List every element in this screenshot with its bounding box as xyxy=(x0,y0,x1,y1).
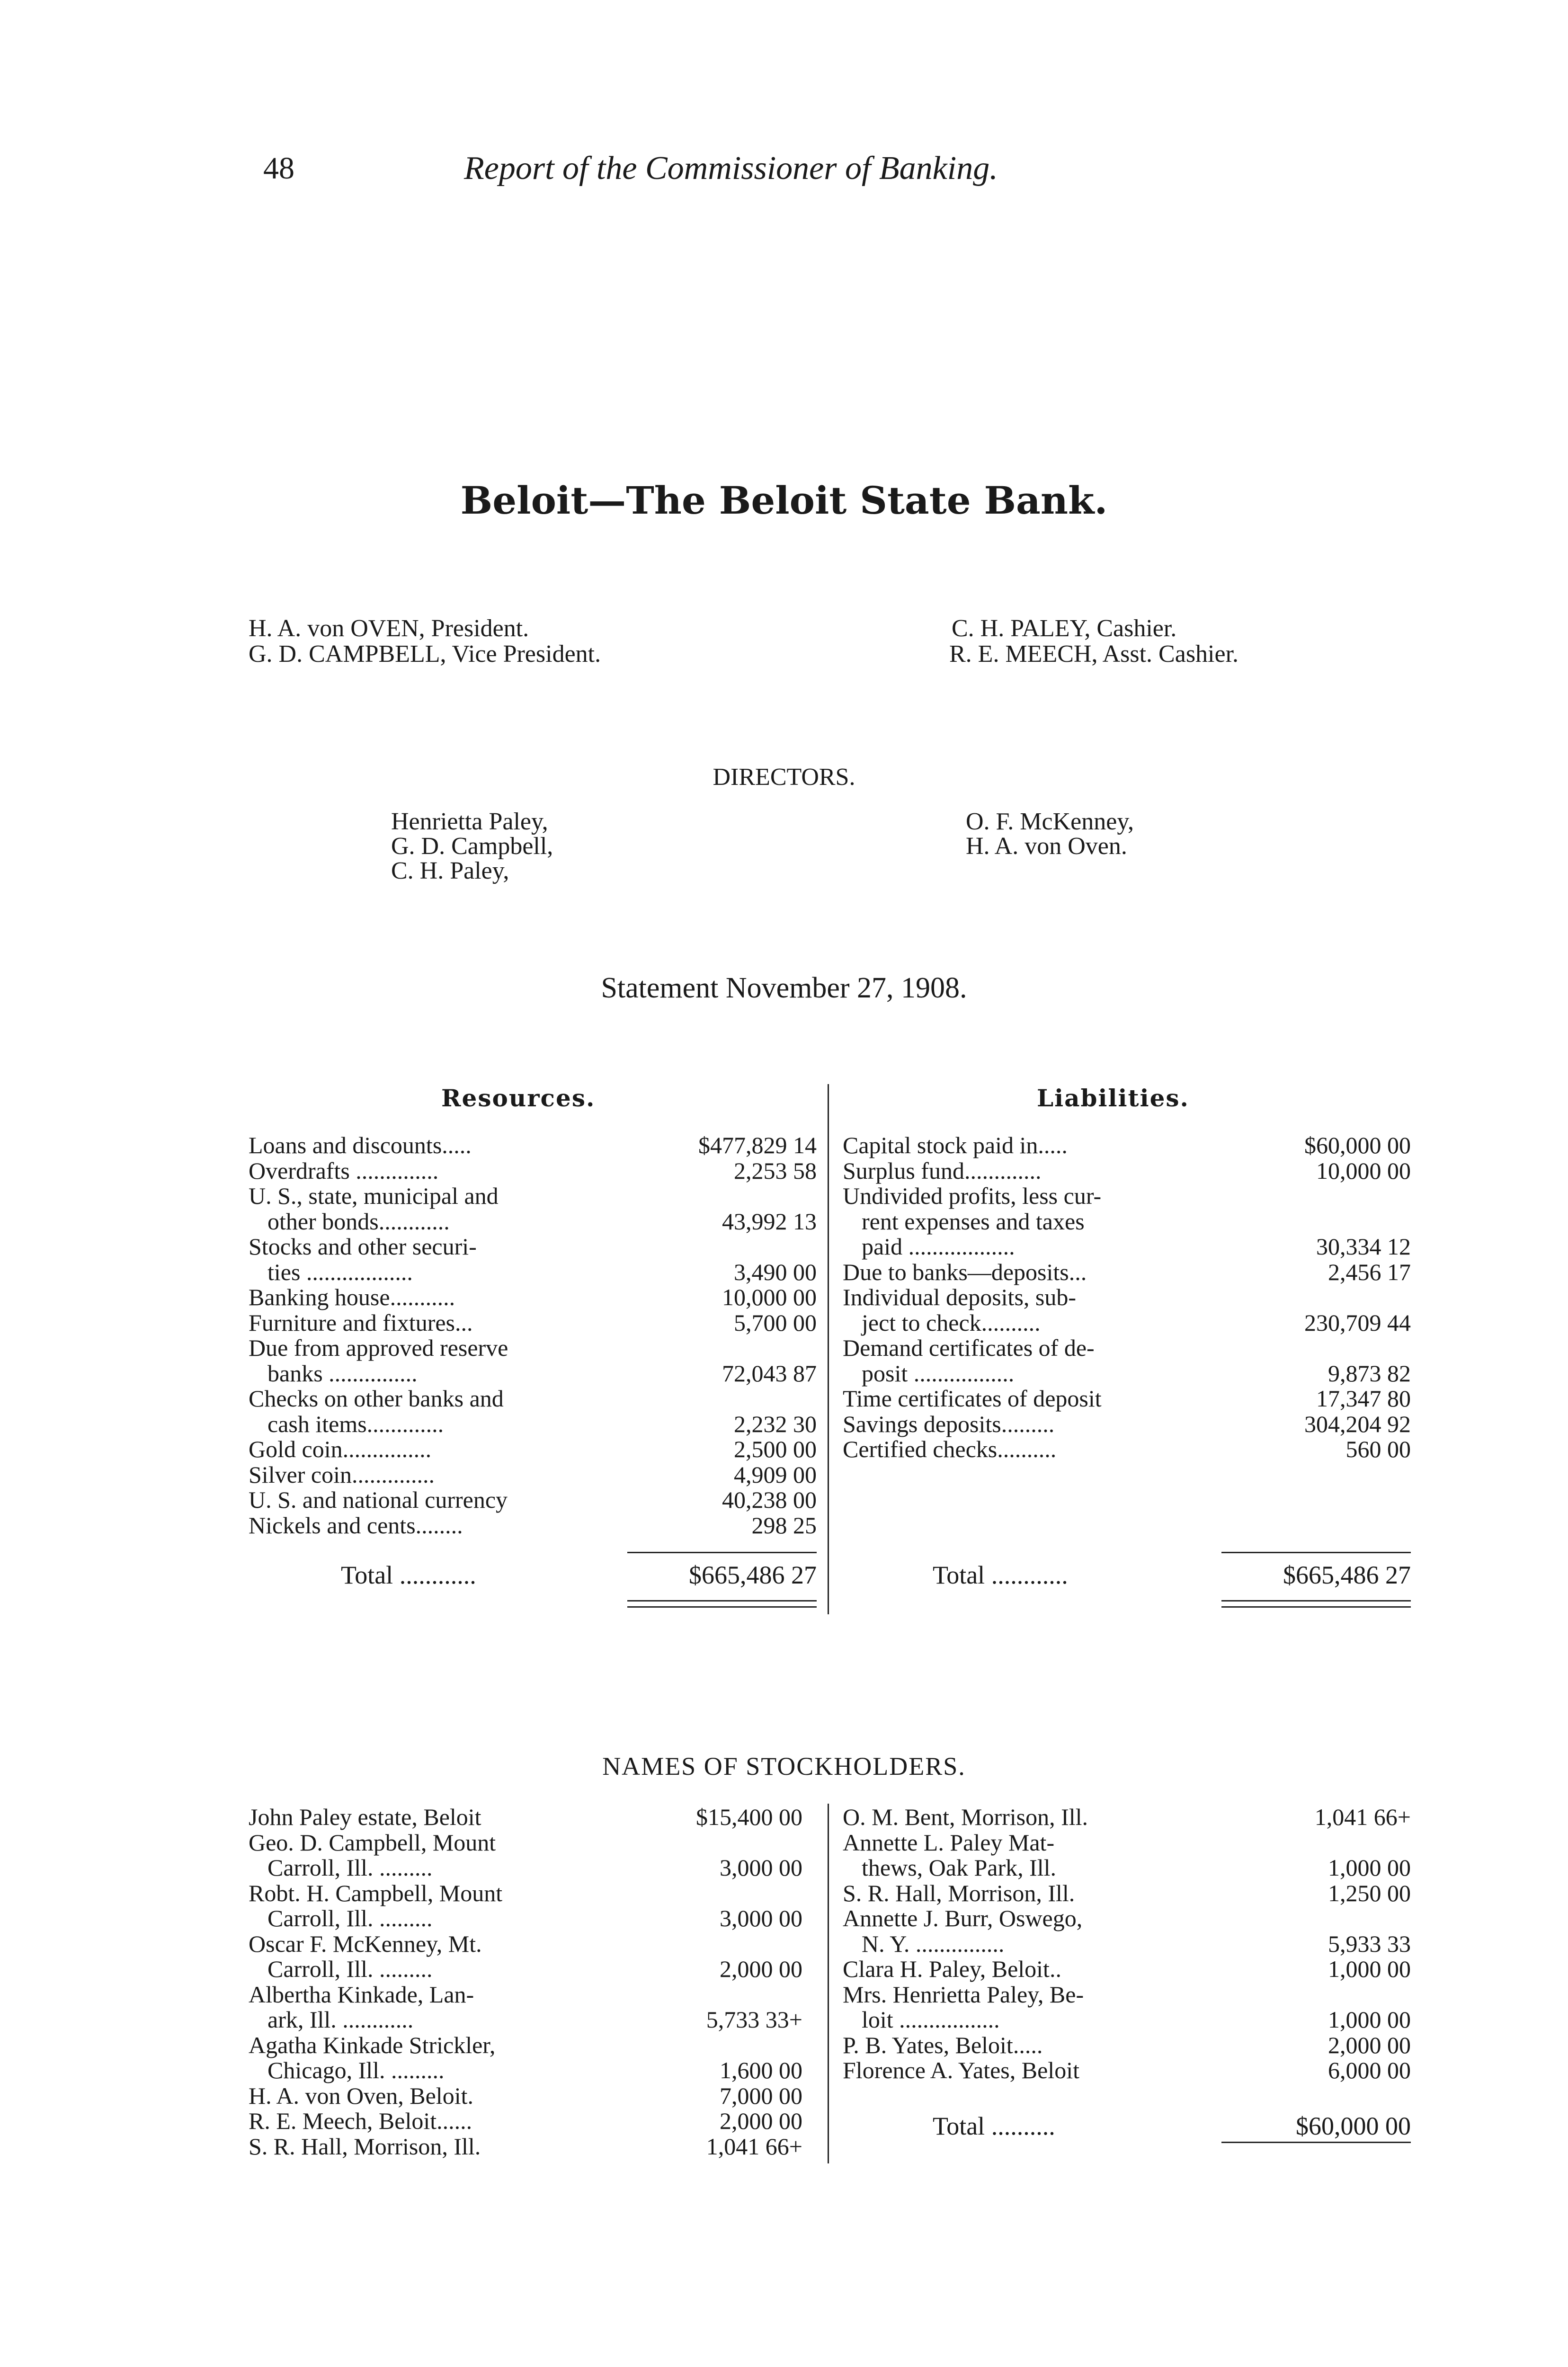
ledger-row xyxy=(843,1285,1411,1310)
row-amount: 1,000 00 xyxy=(1328,1956,1411,1982)
ledger-row xyxy=(843,1133,1411,1158)
column-divider xyxy=(828,1084,829,1614)
row-amount: 6,000 00 xyxy=(1328,2057,1411,2083)
resources-table xyxy=(249,1133,817,1538)
resources-heading: Resources. xyxy=(441,1084,596,1112)
row-amount: 1,000 00 xyxy=(1328,1854,1411,1881)
ledger-row xyxy=(249,1881,802,1906)
ledger-row xyxy=(249,1335,817,1361)
ledger-row xyxy=(249,2058,802,2083)
ledger-row xyxy=(843,1184,1411,1209)
row-label: Oscar F. McKenney, Mt. xyxy=(249,1930,482,1957)
row-label: O. M. Bent, Morrison, Ill. xyxy=(843,1804,1088,1830)
ledger-row xyxy=(249,1830,802,1856)
ledger-row xyxy=(843,2033,1411,2058)
ledger-row xyxy=(843,1335,1411,1361)
row-label: banks ............... xyxy=(267,1360,418,1387)
stockholders-left-list xyxy=(249,1805,802,2159)
row-label: ject to check.......... xyxy=(862,1309,1041,1336)
ledger-row xyxy=(249,1158,817,1184)
row-label: S. R. Hall, Morrison, Ill. xyxy=(249,2133,481,2160)
row-label: paid .................. xyxy=(862,1233,1015,1260)
row-amount: 1,600 00 xyxy=(720,2057,802,2083)
double-rule xyxy=(627,1600,817,1608)
ledger-row xyxy=(843,1881,1411,1906)
row-label: H. A. von Oven, Beloit. xyxy=(249,2082,473,2109)
ledger-row xyxy=(249,1361,817,1387)
row-label: Carroll, Ill. ......... xyxy=(267,1854,433,1881)
ledger-row xyxy=(843,1906,1411,1931)
officer-asst-cashier: R. E. MEECH, Asst. Cashier. xyxy=(949,641,1239,667)
total-underline xyxy=(1221,2142,1411,2143)
ledger-row xyxy=(249,1234,817,1260)
running-title: Report of the Commissioner of Banking. xyxy=(464,150,998,187)
row-amount: 560 00 xyxy=(1345,1436,1411,1462)
ledger-row xyxy=(843,1957,1411,1982)
row-amount: 3,000 00 xyxy=(720,1854,802,1881)
director-name: C. H. Paley, xyxy=(391,857,509,884)
liabilities-heading: Liabilities. xyxy=(1037,1084,1189,1112)
row-label: U. S. and national currency xyxy=(249,1486,508,1513)
row-amount: 5,700 00 xyxy=(734,1309,817,1336)
row-label: Surplus fund............. xyxy=(843,1157,1042,1184)
officer-president: H. A. von OVEN, President. xyxy=(249,615,529,642)
row-label: Robt. H. Campbell, Mount xyxy=(249,1879,503,1906)
row-label: loit ................. xyxy=(862,2006,1000,2033)
ledger-row xyxy=(249,2134,802,2160)
row-amount: 5,733 33+ xyxy=(706,2006,802,2033)
row-amount: 1,250 00 xyxy=(1328,1879,1411,1906)
row-label: Geo. D. Campbell, Mount xyxy=(249,1829,496,1856)
ledger-row xyxy=(249,1906,802,1931)
row-amount: 9,873 82 xyxy=(1328,1360,1411,1387)
statement-title: Statement November 27, 1908. xyxy=(601,972,967,1004)
row-label: Mrs. Henrietta Paley, Be- xyxy=(843,1981,1084,2008)
row-label: Annette L. Paley Mat- xyxy=(843,1829,1055,1856)
row-label: Demand certificates of de- xyxy=(843,1335,1095,1361)
row-amount: 298 25 xyxy=(751,1512,817,1539)
row-amount: 1,000 00 xyxy=(1328,2006,1411,2033)
column-divider xyxy=(828,1804,829,2163)
director-name: H. A. von Oven. xyxy=(966,833,1127,860)
row-label: posit ................. xyxy=(862,1360,1015,1387)
ledger-row xyxy=(249,1462,817,1488)
row-amount: 4,909 00 xyxy=(734,1461,817,1488)
row-amount: 5,933 33 xyxy=(1328,1930,1411,1957)
row-amount: 17,347 80 xyxy=(1316,1385,1411,1412)
ledger-row xyxy=(249,1412,817,1437)
row-label: R. E. Meech, Beloit...... xyxy=(249,2108,472,2134)
ledger-row xyxy=(249,1437,817,1462)
ledger-row xyxy=(249,1957,802,1982)
liabilities-total-label: Total ............ xyxy=(933,1561,1068,1589)
row-label: Overdrafts .............. xyxy=(249,1157,439,1184)
row-label: S. R. Hall, Morrison, Ill. xyxy=(843,1879,1075,1906)
liabilities-total-amount: $665,486 27 xyxy=(1283,1561,1411,1589)
director-name: G. D. Campbell, xyxy=(391,833,553,860)
ledger-row xyxy=(249,1855,802,1881)
ledger-row xyxy=(843,1805,1411,1830)
row-label: Nickels and cents........ xyxy=(249,1512,463,1539)
page-number: 48 xyxy=(263,151,294,186)
ledger-row xyxy=(843,1361,1411,1387)
row-label: Clara H. Paley, Beloit.. xyxy=(843,1956,1061,1982)
ledger-row xyxy=(249,1513,817,1539)
ledger-row xyxy=(249,1386,817,1412)
ledger-row xyxy=(843,2007,1411,2033)
row-amount: 10,000 00 xyxy=(722,1284,817,1310)
row-label: thews, Oak Park, Ill. xyxy=(862,1854,1057,1881)
row-label: Loans and discounts..... xyxy=(249,1132,472,1158)
row-label: Annette J. Burr, Oswego, xyxy=(843,1905,1083,1931)
ledger-row xyxy=(843,1209,1411,1235)
row-amount: 72,043 87 xyxy=(722,1360,817,1387)
stockholders-heading: NAMES OF STOCKHOLDERS. xyxy=(602,1752,966,1780)
ledger-row xyxy=(249,2033,802,2058)
row-amount: 3,000 00 xyxy=(720,1905,802,1931)
row-label: Agatha Kinkade Strickler, xyxy=(249,2031,496,2058)
row-amount: 304,204 92 xyxy=(1304,1410,1411,1437)
row-amount: $477,829 14 xyxy=(698,1132,817,1158)
ledger-row xyxy=(249,1982,802,2008)
row-label: U. S., state, municipal and xyxy=(249,1183,499,1209)
row-label: Certified checks.......... xyxy=(843,1436,1057,1462)
row-amount: 230,709 44 xyxy=(1304,1309,1411,1336)
row-amount: 2,000 00 xyxy=(1328,2031,1411,2058)
row-amount: 40,238 00 xyxy=(722,1486,817,1513)
row-label: Carroll, Ill. ......... xyxy=(267,1905,433,1931)
ledger-row xyxy=(249,1805,802,1830)
row-label: Gold coin............... xyxy=(249,1436,432,1462)
director-name: O. F. McKenney, xyxy=(966,808,1134,835)
ledger-row xyxy=(843,1437,1411,1462)
row-label: Florence A. Yates, Beloit xyxy=(843,2057,1079,2083)
ledger-row xyxy=(249,1310,817,1336)
resources-total-label: Total ............ xyxy=(341,1561,476,1589)
resources-total-amount: $665,486 27 xyxy=(689,1561,817,1589)
row-label: Due from approved reserve xyxy=(249,1335,508,1361)
row-amount: 43,992 13 xyxy=(722,1208,817,1235)
row-amount: 1,041 66+ xyxy=(1314,1804,1411,1830)
ledger-row xyxy=(843,1982,1411,2008)
row-label: cash items............. xyxy=(267,1410,444,1437)
row-amount: $60,000 00 xyxy=(1304,1132,1411,1158)
row-label: Individual deposits, sub- xyxy=(843,1284,1077,1310)
ledger-row xyxy=(249,1285,817,1310)
row-label: Due to banks—deposits... xyxy=(843,1258,1087,1285)
ledger-row xyxy=(843,1260,1411,1285)
row-label: Stocks and other securi- xyxy=(249,1233,477,1260)
row-amount: 2,456 17 xyxy=(1328,1258,1411,1285)
stockholders-right-list xyxy=(843,1805,1411,2083)
row-label: Banking house........... xyxy=(249,1284,455,1310)
row-amount: 2,000 00 xyxy=(720,1956,802,1982)
row-label: John Paley estate, Beloit xyxy=(249,1804,481,1830)
ledger-row xyxy=(843,1412,1411,1437)
directors-heading: DIRECTORS. xyxy=(713,764,855,791)
ledger-row xyxy=(249,2007,802,2033)
row-amount: 2,500 00 xyxy=(734,1436,817,1462)
row-amount: 2,232 30 xyxy=(734,1410,817,1437)
officer-vice-president: G. D. CAMPBELL, Vice President. xyxy=(249,641,601,667)
row-label: other bonds............ xyxy=(267,1208,450,1235)
row-amount: 7,000 00 xyxy=(720,2082,802,2109)
stockholders-total-amount: $60,000 00 xyxy=(1296,2112,1411,2140)
row-label: Carroll, Ill. ......... xyxy=(267,1956,433,1982)
row-label: Time certificates of deposit xyxy=(843,1385,1102,1412)
ledger-row xyxy=(249,2109,802,2134)
ledger-row xyxy=(249,2083,802,2109)
row-label: Checks on other banks and xyxy=(249,1385,504,1412)
ledger-row xyxy=(249,1209,817,1235)
total-rule xyxy=(1221,1552,1411,1553)
ledger-row xyxy=(843,1158,1411,1184)
row-label: Albertha Kinkade, Lan- xyxy=(249,1981,474,2008)
ledger-row xyxy=(249,1260,817,1285)
row-label: N. Y. ............... xyxy=(862,1930,1005,1957)
liabilities-table xyxy=(843,1133,1411,1462)
total-rule xyxy=(627,1552,817,1553)
bank-title: Beloit—The Beloit State Bank. xyxy=(460,478,1108,523)
ledger-row xyxy=(843,2058,1411,2083)
row-label: Chicago, Ill. ......... xyxy=(267,2057,445,2083)
row-amount: 30,334 12 xyxy=(1316,1233,1411,1260)
row-amount: 3,490 00 xyxy=(734,1258,817,1285)
row-label: Capital stock paid in..... xyxy=(843,1132,1068,1158)
row-label: P. B. Yates, Beloit..... xyxy=(843,2031,1043,2058)
ledger-row xyxy=(843,1830,1411,1856)
row-amount: $15,400 00 xyxy=(696,1804,802,1830)
row-label: ties .................. xyxy=(267,1258,413,1285)
double-rule xyxy=(1221,1600,1411,1608)
ledger-row xyxy=(249,1487,817,1513)
officer-cashier: C. H. PALEY, Cashier. xyxy=(952,615,1177,642)
stockholders-total-label: Total .......... xyxy=(933,2112,1055,2140)
row-label: Silver coin.............. xyxy=(249,1461,435,1488)
row-label: rent expenses and taxes xyxy=(862,1208,1085,1235)
row-amount: 2,000 00 xyxy=(720,2108,802,2134)
row-amount: 10,000 00 xyxy=(1316,1157,1411,1184)
ledger-row xyxy=(249,1931,802,1957)
ledger-row xyxy=(843,1310,1411,1336)
row-label: ark, Ill. ............ xyxy=(267,2006,414,2033)
row-amount: 1,041 66+ xyxy=(706,2133,802,2160)
row-amount: 2,253 58 xyxy=(734,1157,817,1184)
ledger-row xyxy=(249,1184,817,1209)
ledger-row xyxy=(843,1855,1411,1881)
ledger-row xyxy=(843,1931,1411,1957)
row-label: Savings deposits......... xyxy=(843,1410,1055,1437)
ledger-row xyxy=(843,1386,1411,1412)
ledger-row xyxy=(249,1133,817,1158)
row-label: Undivided profits, less cur- xyxy=(843,1183,1102,1209)
row-label: Furniture and fixtures... xyxy=(249,1309,473,1336)
ledger-row xyxy=(843,1234,1411,1260)
director-name: Henrietta Paley, xyxy=(391,808,548,835)
